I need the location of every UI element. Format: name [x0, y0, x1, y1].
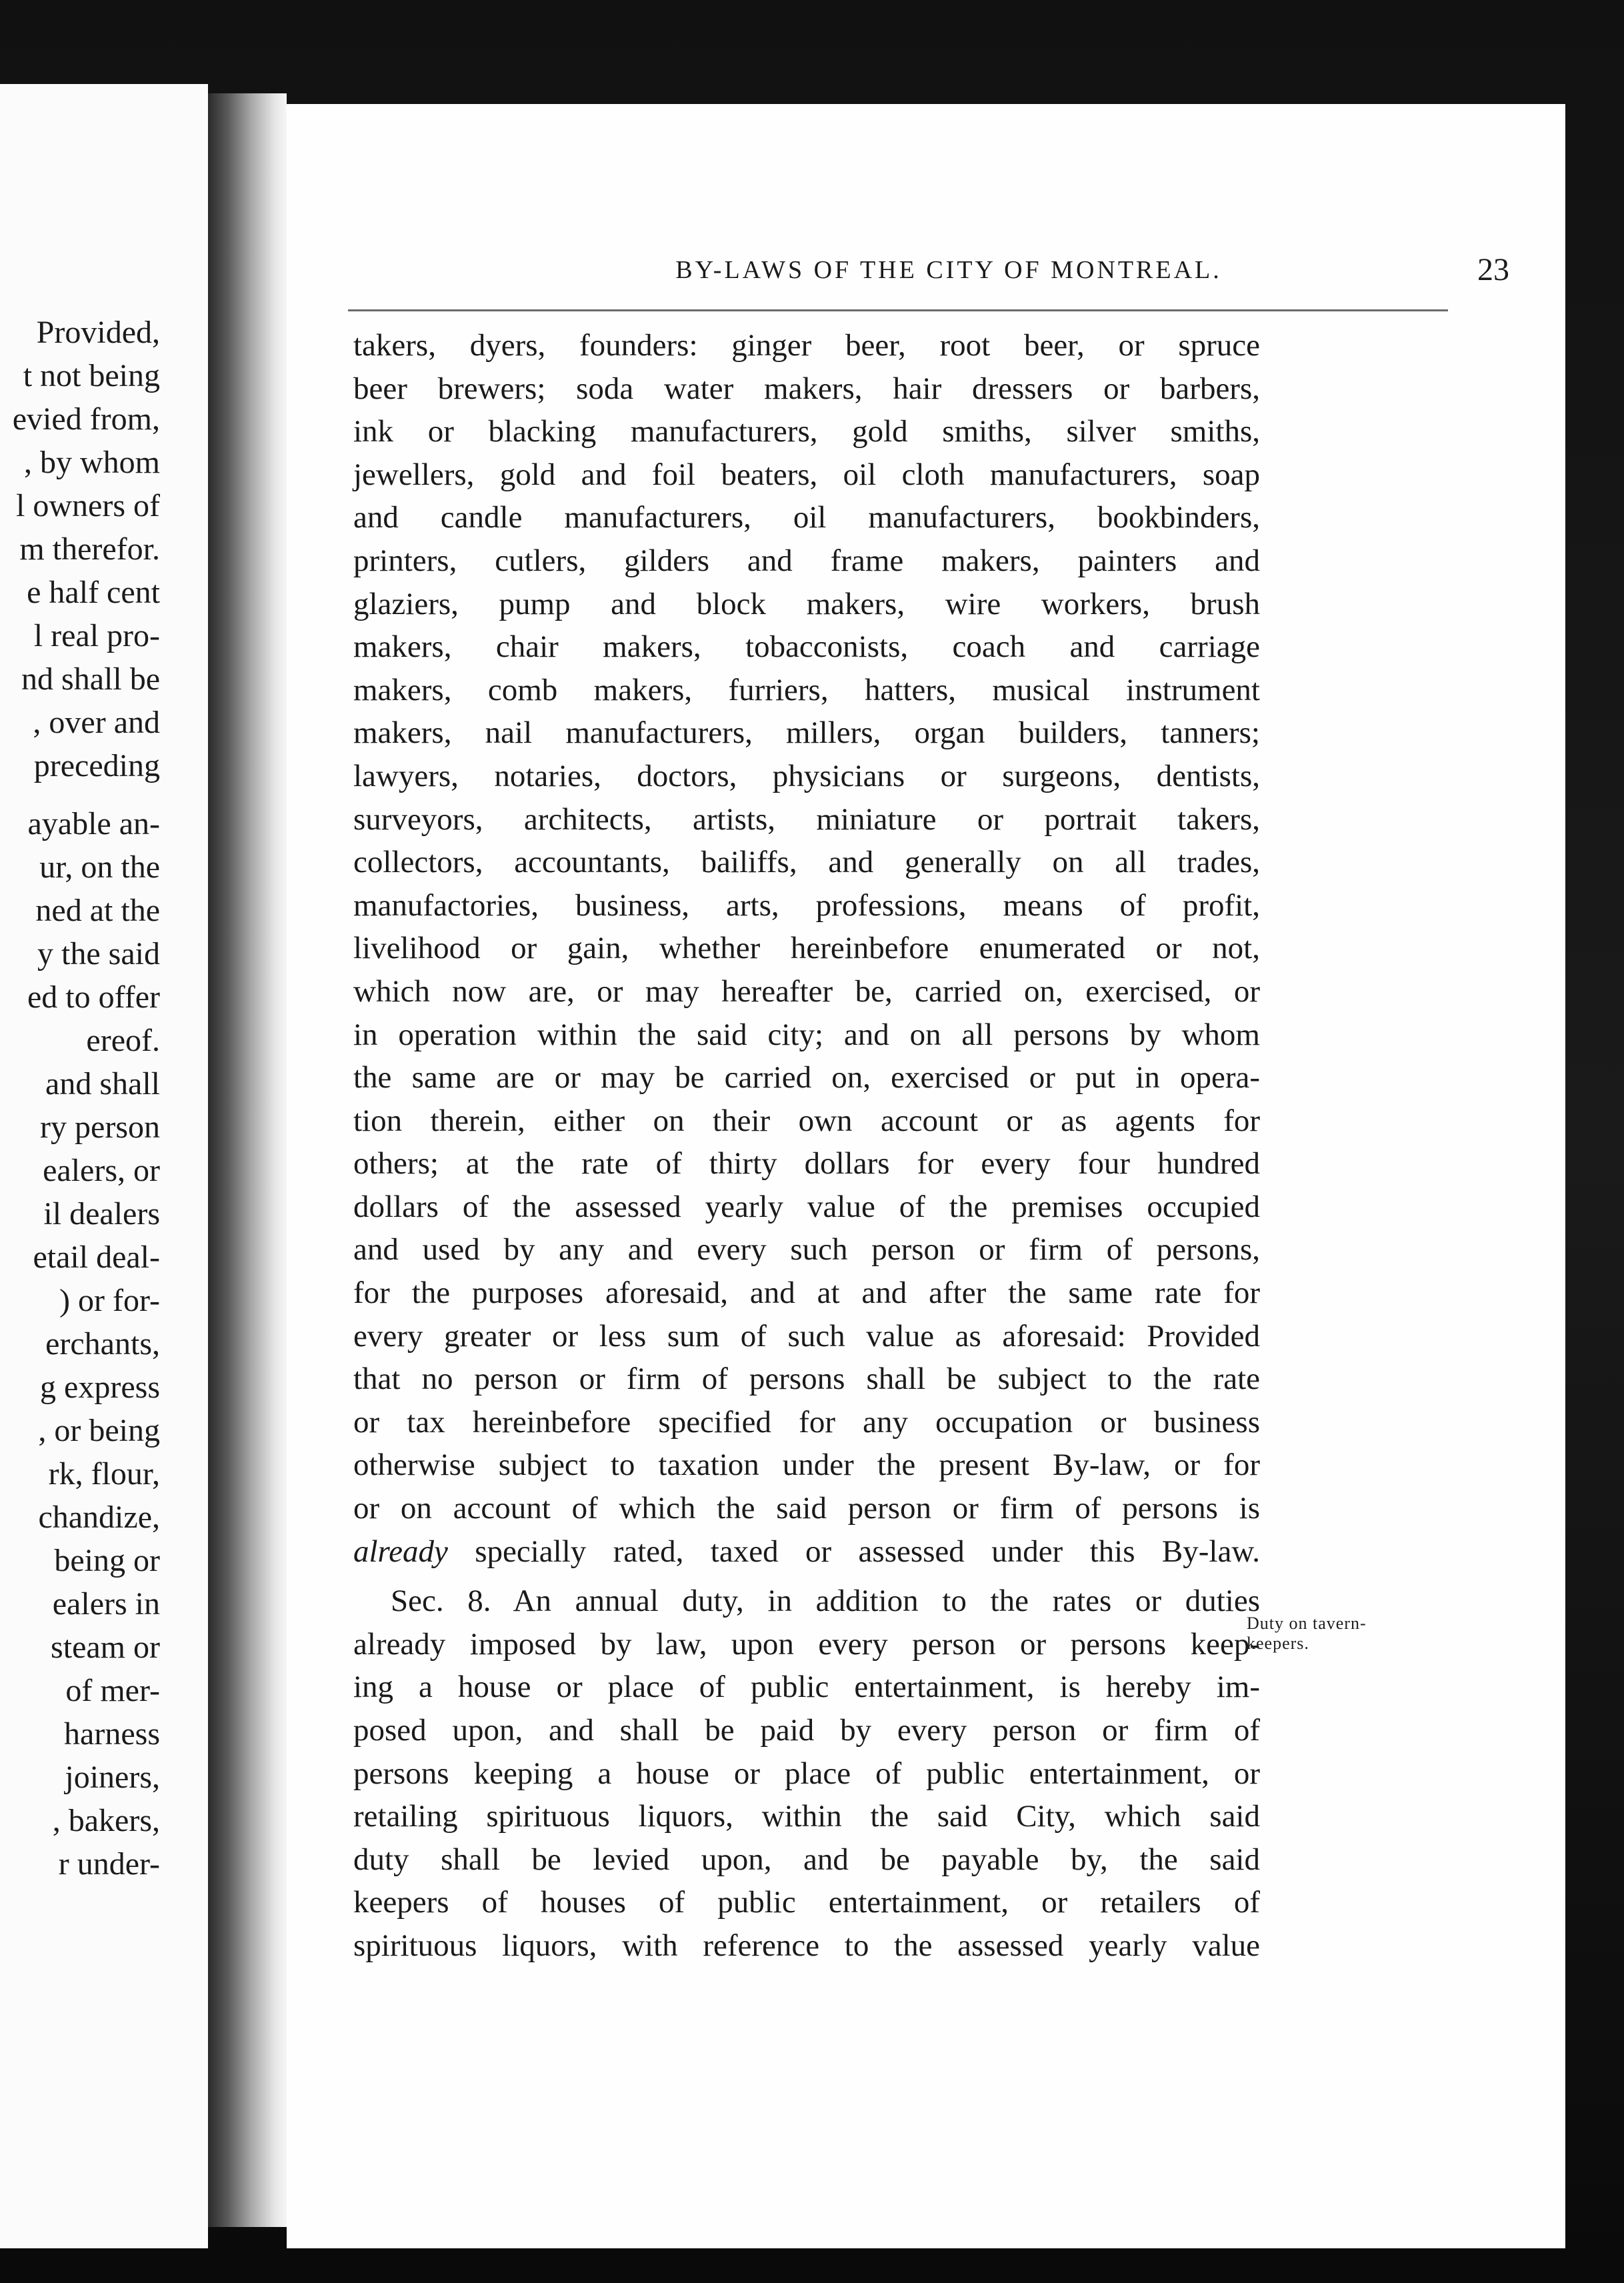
previous-page-fragment: [0, 84, 208, 2248]
body-line: tion therein, either on their own account or as agents for: [353, 1103, 1260, 1138]
body-line: or on account of which the said person or firm of persons is: [353, 1491, 1260, 1526]
body-text: [353, 324, 1260, 1968]
previous-page-line: , by whom: [24, 445, 160, 480]
page-number: 23: [1477, 252, 1509, 287]
body-line: livelihood or gain, whether hereinbefore enumerated or not,: [353, 931, 1260, 966]
body-line: every greater or less sum of such value as aforesaid: Provided: [353, 1318, 1260, 1354]
page: [287, 104, 1565, 2248]
body-line: takers, dyers, founders: ginger beer, root beer, or spruce: [353, 328, 1260, 363]
italic-word: already: [353, 1534, 448, 1569]
body-line: or tax hereinbefore specified for any occupation or business: [353, 1404, 1260, 1440]
body-line: manufactories, business, arts, professions, means of profit,: [353, 887, 1260, 923]
previous-page-line: erchants,: [45, 1326, 160, 1362]
previous-page-line: ry person: [40, 1109, 160, 1145]
body-line: in operation within the said city; and on all persons by whom: [353, 1017, 1260, 1052]
previous-page-line: l owners of: [16, 488, 160, 523]
previous-page-line: etail deal-: [33, 1240, 160, 1275]
body-line: which now are, or may hereafter be, carried on, exercised, or: [353, 973, 1260, 1009]
previous-page-line: y the said: [37, 936, 160, 971]
section-line: spirituous liquors, with reference to the assessed yearly value: [353, 1928, 1260, 1963]
body-line: others; at the rate of thirty dollars for every four hundred: [353, 1146, 1260, 1182]
body-line: makers, chair makers, tobacconists, coach and carriage: [353, 629, 1260, 665]
body-line: that no person or firm of persons shall be subject to the rate: [353, 1362, 1260, 1397]
previous-page-line: ereof.: [86, 1023, 160, 1058]
margin-note-line: Duty on tavern-: [1247, 1614, 1367, 1633]
previous-page-line: harness: [64, 1716, 160, 1752]
body-line: [353, 1530, 1260, 1574]
section-line: ing a house or place of public entertainment, is hereby im-: [353, 1670, 1260, 1705]
body-line: jewellers, gold and foil beaters, oil cloth manufacturers, soap: [353, 457, 1260, 492]
previous-page-line: being or: [54, 1543, 160, 1578]
previous-page-line: ealers in: [52, 1586, 160, 1622]
previous-page-line: rk, flour,: [48, 1456, 160, 1492]
margin-note: [1247, 1614, 1380, 1654]
previous-page-line: e half cent: [27, 575, 160, 610]
previous-page-line: m therefor.: [19, 531, 160, 567]
previous-page-line: ealers, or: [43, 1153, 160, 1188]
body-line: dollars of the assessed yearly value of the premises occupied: [353, 1189, 1260, 1224]
body-line: surveyors, architects, artists, miniature or portrait takers,: [353, 801, 1260, 837]
body-line: lawyers, notaries, doctors, physicians or surgeons, dentists,: [353, 758, 1260, 793]
body-line-rest: specially rated, taxed or assessed under this By-law.: [447, 1534, 1260, 1569]
previous-page-line: preceding: [33, 748, 160, 783]
running-head: BY-LAWS OF THE CITY OF MONTREAL.: [675, 256, 1222, 284]
previous-page-line: ayable an-: [27, 806, 160, 841]
body-line: and used by any and every such person or firm of persons,: [353, 1232, 1260, 1268]
previous-page-line: ed to offer: [27, 979, 160, 1015]
body-line: makers, nail manufacturers, millers, organ builders, tanners;: [353, 715, 1260, 751]
previous-page-line: nd shall be: [21, 661, 160, 697]
body-line: glaziers, pump and block makers, wire workers, brush: [353, 586, 1260, 621]
previous-page-line: steam or: [51, 1630, 160, 1665]
previous-page-line: ned at the: [35, 893, 160, 928]
body-line: otherwise subject to taxation under the present By-law, or for: [353, 1448, 1260, 1483]
book-gutter-shadow: [208, 93, 287, 2227]
previous-page-line: l real pro-: [33, 618, 160, 653]
previous-page-line: , bakers,: [52, 1803, 160, 1838]
previous-page-line: of mer-: [65, 1673, 160, 1708]
header-rule: [348, 309, 1448, 311]
page-header: [519, 247, 1509, 293]
section-line: retailing spirituous liquors, within the said City, which said: [353, 1799, 1260, 1834]
body-line: for the purposes aforesaid, and at and after the same rate for: [353, 1276, 1260, 1311]
body-line: makers, comb makers, furriers, hatters, musical instrument: [353, 672, 1260, 707]
body-line: and candle manufacturers, oil manufacturers, bookbinders,: [353, 500, 1260, 535]
previous-page-line: evied from,: [12, 401, 160, 437]
previous-page-line: ur, on the: [39, 849, 160, 885]
previous-page-line: [13, 787, 160, 802]
previous-page-line: joiners,: [65, 1760, 160, 1795]
section-line: keepers of houses of public entertainment, or retailers of: [353, 1885, 1260, 1920]
section-line: already imposed by law, upon every person or persons keep-: [353, 1626, 1260, 1662]
body-line: beer brewers; soda water makers, hair dressers or barbers,: [353, 371, 1260, 406]
section-line: Sec. 8. An annual duty, in addition to the rates or duties: [391, 1584, 1260, 1619]
previous-page-line: r under-: [58, 1846, 160, 1882]
body-line: ink or blacking manufacturers, gold smiths, silver smiths,: [353, 414, 1260, 449]
body-line: printers, cutlers, gilders and frame makers, painters and: [353, 543, 1260, 578]
previous-page-line: Provided,: [36, 315, 160, 350]
section-line: posed upon, and shall be paid by every person or firm of: [353, 1713, 1260, 1748]
body-line: the same are or may be carried on, exercised or put in opera-: [353, 1060, 1260, 1095]
previous-page-line: ) or for-: [59, 1283, 160, 1318]
previous-page-line: , over and: [33, 705, 160, 740]
previous-page-line: and shall: [45, 1066, 160, 1101]
previous-page-line: , or being: [38, 1413, 160, 1448]
margin-note-line: keepers.: [1247, 1634, 1309, 1653]
previous-page-line: t not being: [23, 358, 160, 393]
previous-page-text: [13, 311, 160, 1886]
section-line: persons keeping a house or place of public entertainment, or: [353, 1756, 1260, 1791]
previous-page-line: il dealers: [43, 1196, 160, 1232]
section-line: duty shall be levied upon, and be payable by, the said: [353, 1842, 1260, 1877]
previous-page-line: g express: [40, 1370, 160, 1405]
body-line: collectors, accountants, bailiffs, and generally on all trades,: [353, 845, 1260, 880]
previous-page-line: chandize,: [38, 1500, 160, 1535]
